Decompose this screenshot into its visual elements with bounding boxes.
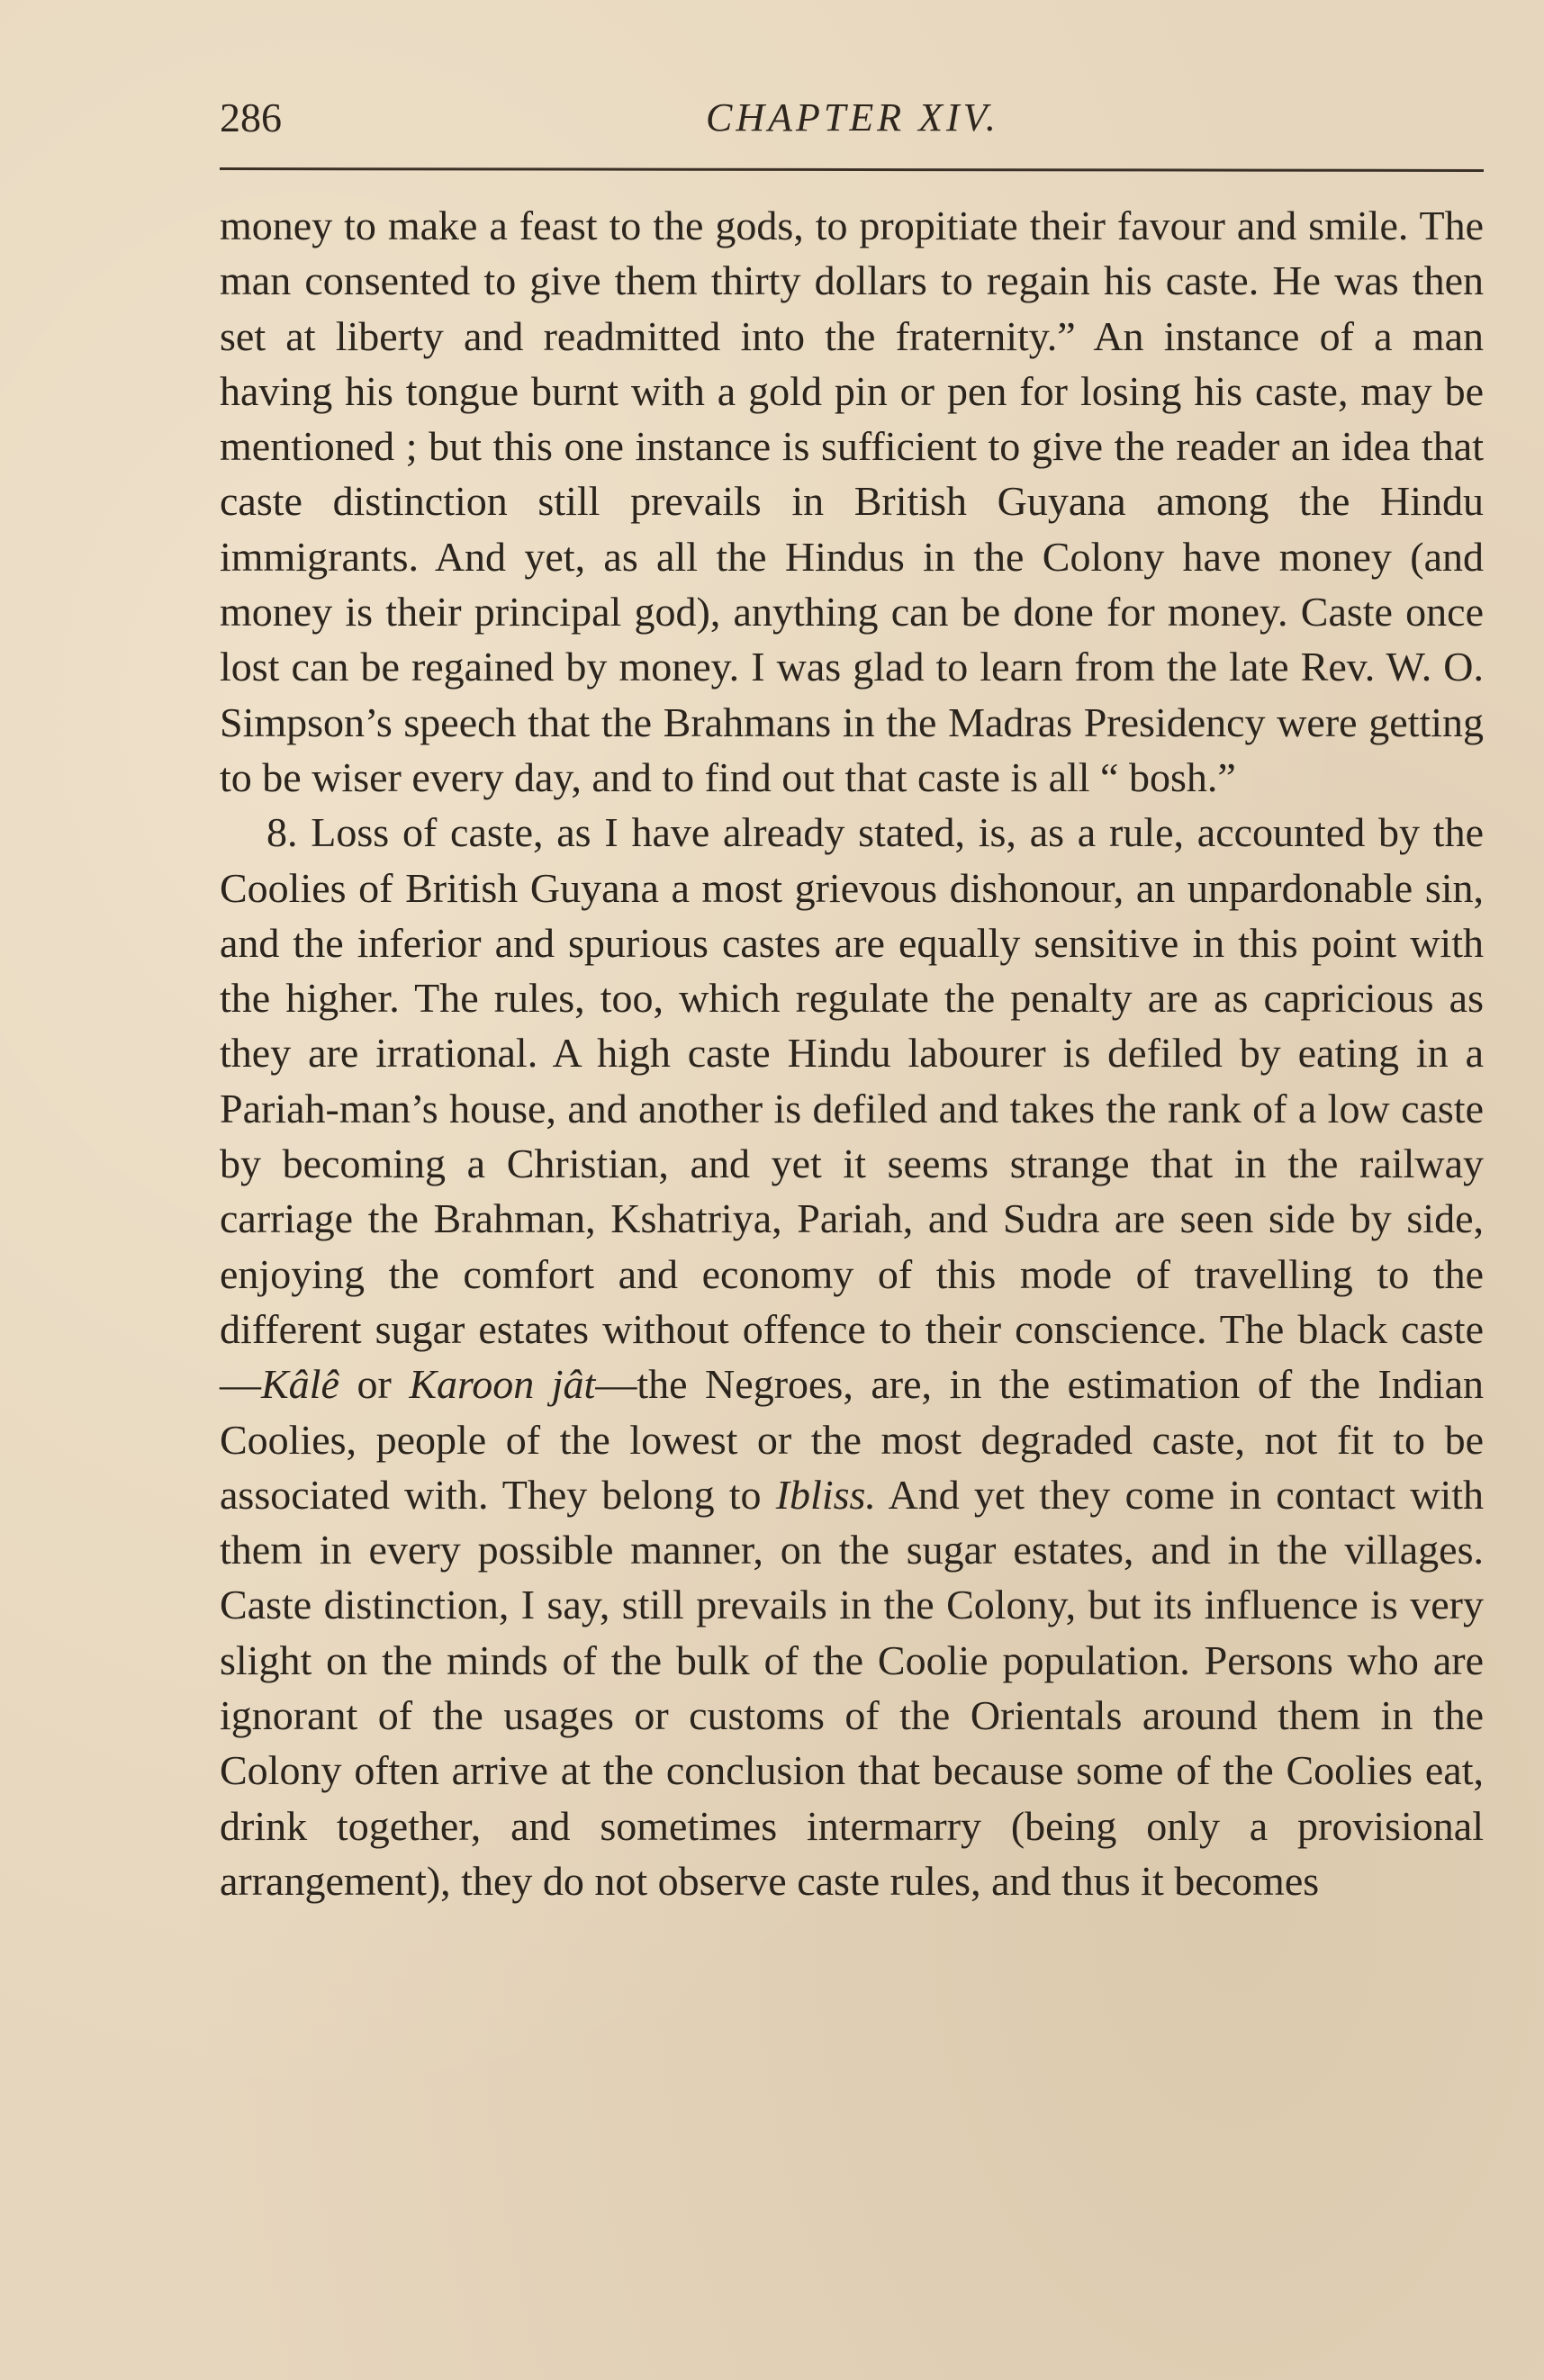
text-run: or [339, 1361, 410, 1408]
italic-term: Ibliss. [775, 1471, 876, 1518]
running-header [220, 86, 1484, 149]
header-rule [220, 167, 1484, 172]
italic-term: Kâlê [261, 1361, 339, 1408]
paragraph [220, 805, 1484, 1908]
text-run: money to make a feast to the gods, to propitiate their favour and smile. The man consented to give them thirty dollars to regain his caste. He was then set at liberty and readmitted into the fraternity.” An instance of a man having his tongue burnt with a gold pin or pen for losing his caste, may be mentioned ; but this one instance is sufficient to give the reader an idea that caste distinction still prevails in British Guyana among the Hindu immigrants. And yet, as all the Hindus in the Colony have money (and money is their principal god), anything can be done for money. Caste once lost can be regained by money. I was glad to learn from the late Rev. W. O. Simpson’s speech that the Brahmans in the Madras Presidency were getting to be wiser every day, and to find out that caste is all “ bosh.” [220, 203, 1484, 800]
italic-term: Karoon jât [409, 1361, 596, 1408]
body-text [220, 198, 1484, 1908]
page-number: 286 [220, 95, 282, 140]
text-run: —the Negroes, are, in the estimation of the Indian Coolies, people of the lowest or the most degraded caste, not fit to be associated with. They belong to [220, 1361, 1484, 1518]
chapter-title: CHAPTER XIV. [706, 95, 999, 140]
paragraph [220, 198, 1484, 805]
text-run: And yet they come in contact with them in every possible manner, on the sugar estates, and in the villages. Caste distinction, I say, still prevails in the Colony, but its influence is very slight on the minds of the bulk of the Coolie population. Persons who are ignorant of the usages or customs of the Orientals around them in the Colony often arrive at the conclusion that because some of the Coolies eat, drink together, and sometimes intermarry (being only a provisional arrangement), they do not observe caste rules, and thus it becomes [220, 1471, 1484, 1904]
text-run: 8. Loss of caste, as I have already stated, is, as a rule, accounted by the Coolies of British Guyana a most grievous dishonour, an unpardonable sin, and the inferior and spurious castes are equally sensitive in this point with the higher. The rules, too, which regulate the penalty are as capricious as they are irrational. A high caste Hindu labourer is defiled by eating in a Pariah-man’s house, and another is defiled and takes the rank of a low caste by becoming a Christian, and yet it seems strange that in the railway carriage the Brahman, Kshatriya, Pariah, and Sudra are seen side by side, enjoying the comfort and economy of this mode of travelling to the different sugar estates without offence to their conscience. The black caste— [220, 809, 1484, 1408]
